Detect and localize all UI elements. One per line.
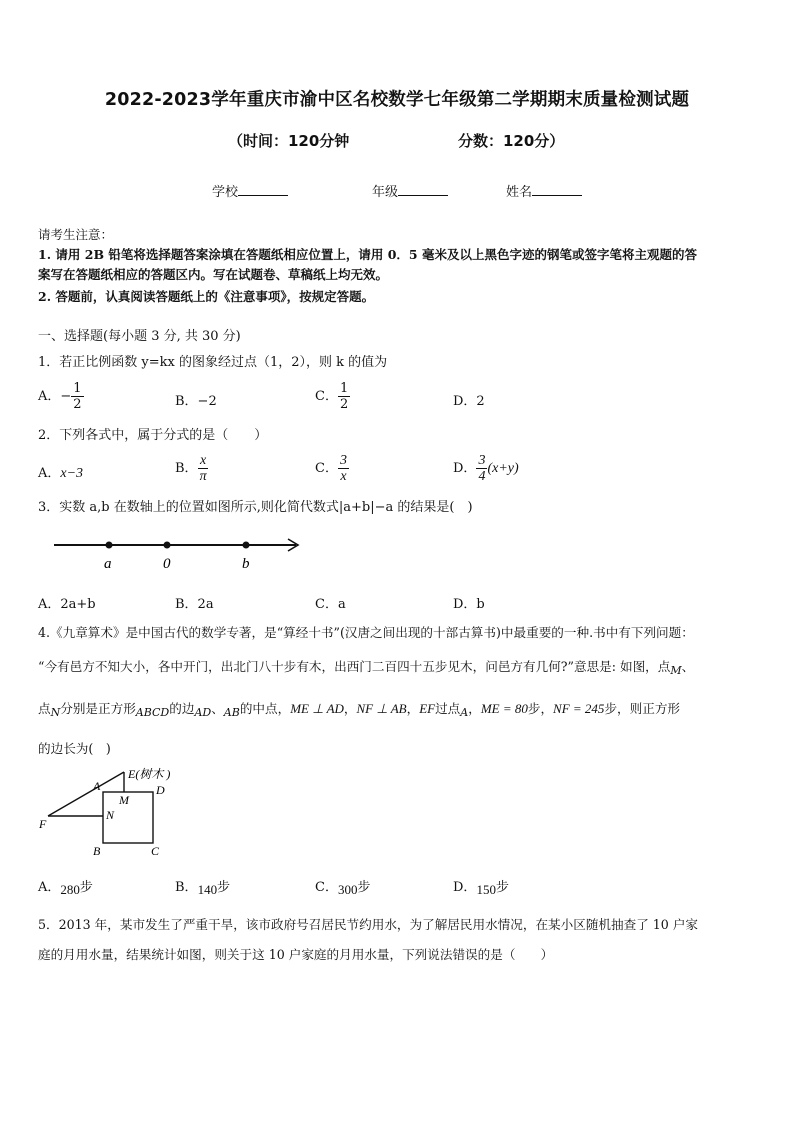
value: 280 bbox=[60, 882, 80, 897]
question-2-option-d bbox=[453, 453, 519, 484]
question-2-option-b bbox=[175, 453, 209, 484]
unit: 步 bbox=[495, 880, 509, 895]
label-f: F bbox=[39, 817, 47, 831]
question-4-line-1: 4.《九章算术》是中国古代的数学专著，是“算经十书”(汉唐之间出现的十部古算书)中最重要的一种.书中有下列问题： bbox=[38, 625, 694, 640]
question-4-line-4: 的边长为( ) bbox=[38, 741, 111, 756]
text: 过点 bbox=[435, 701, 461, 716]
fraction bbox=[338, 381, 350, 412]
symbol-ab: AB bbox=[223, 706, 240, 719]
unit: 步 bbox=[217, 880, 231, 895]
value: 300 bbox=[337, 882, 358, 897]
option-label: C． bbox=[315, 461, 338, 476]
exam-score: 分数：120分） bbox=[458, 132, 565, 150]
label-zero: 0 bbox=[163, 556, 171, 572]
expression: (x+y) bbox=[487, 461, 519, 476]
fraction bbox=[198, 453, 209, 484]
text: ， bbox=[343, 701, 357, 716]
label-m: M bbox=[119, 793, 129, 807]
point-b bbox=[243, 542, 250, 549]
page-title: 2022-2023学年重庆市渝中区名校数学七年级第二学期期末质量检测试题 bbox=[104, 90, 690, 110]
question-1-stem: 1．若正比例函数 y=kx 的图象经过点（1，2），则 k 的值为 bbox=[38, 355, 388, 370]
question-3-option-d: D．b bbox=[453, 597, 485, 612]
name-field bbox=[506, 181, 582, 200]
label-a: A bbox=[93, 779, 101, 793]
number-line-figure bbox=[50, 530, 310, 576]
name-blank bbox=[532, 182, 582, 196]
condition-2: NF ⊥ AB bbox=[356, 701, 407, 716]
label-b: b bbox=[242, 556, 250, 572]
question-5-line-1: 5．2013 年，某市发生了严重干旱，该市政府号召居民节约用水，为了解居民用水情况，在某小区随机抽查了 10 户家 bbox=[38, 917, 699, 932]
text: 点 bbox=[38, 701, 51, 716]
numerator: 1 bbox=[73, 381, 82, 396]
question-2-option-c bbox=[315, 453, 349, 484]
symbol-n: N bbox=[50, 706, 61, 719]
text: 、 bbox=[681, 659, 695, 674]
grade-field bbox=[372, 181, 448, 200]
question-3-option-c: C．a bbox=[315, 597, 346, 612]
question-1-option-b: B．−2 bbox=[175, 394, 217, 409]
label-b: B bbox=[93, 844, 101, 858]
symbol-a: A bbox=[460, 706, 469, 719]
question-3-option-b: B．2a bbox=[175, 597, 214, 612]
symbol-m: M bbox=[670, 664, 682, 677]
question-1-option-a bbox=[38, 381, 84, 412]
grade-label: 年级 bbox=[372, 185, 399, 200]
option-label: C． bbox=[315, 880, 338, 895]
exam-time: （时间：120分钟 bbox=[228, 132, 350, 150]
question-3-option-a: A．2a+b bbox=[38, 597, 96, 612]
option-label: B． bbox=[175, 880, 198, 895]
notice-heading: 请考生注意： bbox=[38, 227, 114, 242]
question-4-option-a bbox=[38, 876, 93, 898]
unit: 步 bbox=[357, 880, 371, 895]
option-label: A．− bbox=[38, 389, 72, 404]
denominator: 2 bbox=[339, 397, 349, 412]
expression: x−3 bbox=[60, 466, 84, 481]
option-label: B． bbox=[175, 461, 198, 476]
question-1-option-d: D．2 bbox=[453, 394, 485, 409]
fraction bbox=[338, 453, 349, 484]
symbol-ef: EF bbox=[419, 701, 436, 716]
value: 140 bbox=[197, 882, 218, 897]
label-a: a bbox=[104, 556, 112, 572]
question-2-stem: 2．下列各式中，属于分式的是（ ） bbox=[38, 428, 268, 443]
text: 、 bbox=[211, 701, 224, 716]
question-4-option-d bbox=[453, 876, 509, 898]
symbol-ad: AD bbox=[194, 706, 212, 719]
label-e: E(树木 ) bbox=[128, 767, 171, 781]
denominator: x bbox=[340, 469, 347, 484]
point-a bbox=[106, 542, 113, 549]
question-1-option-c bbox=[315, 381, 350, 412]
text: ， bbox=[540, 701, 554, 716]
point-zero bbox=[164, 542, 171, 549]
text: 步，则正方形 bbox=[604, 701, 680, 716]
school-label: 学校 bbox=[212, 185, 239, 200]
text: ， bbox=[468, 701, 481, 716]
text: 的中点， bbox=[239, 701, 291, 716]
numerator: 3 bbox=[478, 453, 486, 468]
school-blank bbox=[238, 182, 288, 196]
symbol-abcd: ABCD bbox=[135, 706, 170, 719]
text: “今有邑方不知大小，各中开门，出北门八十步有木，出西门二百四十五步见木，问邑方有几何?”意思是: 如图，点 bbox=[38, 659, 671, 674]
numerator: x bbox=[199, 453, 207, 468]
school-field bbox=[212, 181, 288, 200]
denominator: 2 bbox=[73, 397, 82, 412]
option-label: C． bbox=[315, 389, 338, 404]
text: 分别是正方形 bbox=[60, 701, 136, 716]
value: 150 bbox=[476, 882, 496, 897]
label-c: C bbox=[151, 844, 160, 858]
numerator: 3 bbox=[339, 453, 347, 468]
denominator: 4 bbox=[478, 469, 486, 484]
numerator: 1 bbox=[339, 381, 349, 396]
question-5-line-2: 庭的月用水量，结果统计如图，则关于这 10 户家庭的月用水量，下列说法错误的是（ ） bbox=[38, 947, 554, 962]
notice-item-2: 2. 答题前，认真阅读答题纸上的《注意事项》，按规定答题。 bbox=[38, 289, 375, 304]
question-2-option-a bbox=[38, 462, 83, 482]
fraction bbox=[476, 453, 487, 484]
grade-blank bbox=[398, 182, 448, 196]
question-4-option-c bbox=[315, 876, 370, 898]
unit: 步 bbox=[79, 880, 93, 895]
option-label: D． bbox=[453, 461, 477, 476]
condition-3: ME = 80 bbox=[480, 701, 528, 716]
label-n: N bbox=[106, 808, 115, 822]
condition-1: ME ⊥ AD bbox=[290, 701, 344, 716]
name-label: 姓名 bbox=[506, 185, 533, 200]
condition-4: NF = 245 bbox=[553, 701, 605, 716]
option-label: A． bbox=[38, 466, 61, 481]
notice-item-1: 1. 请用 2B 铅笔将选择题答案涂填在答题纸相应位置上，请用 0．5 毫米及以上黑色字迹的钢笔或签字笔将主观题的答 bbox=[38, 247, 697, 262]
text: 步 bbox=[527, 701, 541, 716]
question-4-line-2 bbox=[38, 657, 694, 681]
section-heading: 一、选择题(每小题 3 分, 共 30 分) bbox=[38, 329, 241, 344]
text: 的边 bbox=[169, 701, 195, 716]
label-d: D bbox=[156, 783, 165, 797]
question-4-option-b bbox=[175, 876, 230, 898]
notice-item-1-cont: 案写在答题纸相应的答题区内。写在试题卷、草稿纸上均无效。 bbox=[38, 267, 389, 282]
square-city-figure bbox=[36, 764, 196, 864]
denominator: π bbox=[199, 469, 207, 484]
question-3-stem: 3．实数 a,b 在数轴上的位置如图所示,则化简代数式|a+b|−a 的结果是( ) bbox=[38, 500, 473, 515]
option-label: A． bbox=[38, 880, 61, 895]
fraction bbox=[71, 381, 83, 412]
question-4-line-3 bbox=[38, 699, 680, 723]
text: ， bbox=[406, 701, 420, 716]
option-label: D． bbox=[453, 880, 477, 895]
